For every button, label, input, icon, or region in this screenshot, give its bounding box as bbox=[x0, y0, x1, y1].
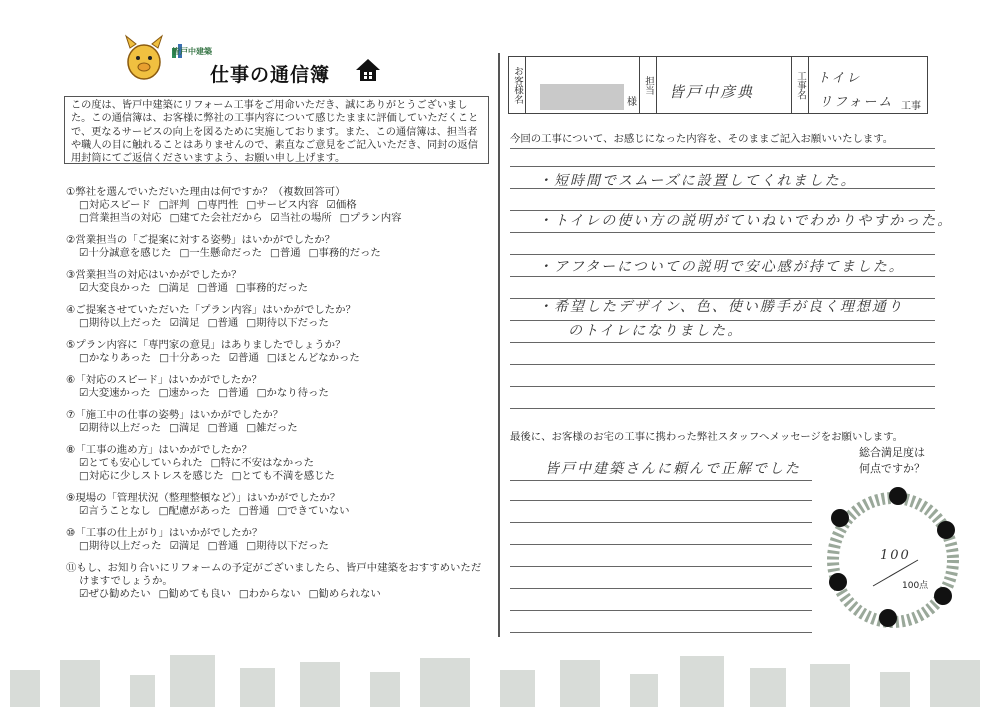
ruled-line bbox=[510, 544, 812, 545]
answer-option[interactable]: □勧めても良い bbox=[158, 588, 231, 600]
answer-option[interactable]: □普通 bbox=[207, 317, 239, 329]
question-text: ⑪もし、お知り合いにリフォームの予定がございましたら、皆戸中建築をおすすめいただ bbox=[66, 562, 482, 574]
question-11 bbox=[66, 562, 481, 601]
question-text: ⑨現場の「管理状況（整理整頓など）」はいかがでしたか？ bbox=[66, 492, 341, 504]
ruled-line bbox=[510, 166, 935, 167]
question-3 bbox=[66, 269, 316, 295]
answer-option[interactable]: □かなりあった bbox=[79, 352, 152, 364]
ruled-line bbox=[510, 386, 935, 387]
score-prompt bbox=[852, 444, 932, 476]
answer-option[interactable]: □雑だった bbox=[246, 422, 298, 434]
answer-option[interactable]: □配慮があった bbox=[158, 505, 231, 517]
question-text: ⑤プラン内容に「専門家の意見」はありましたでしょうか？ bbox=[66, 339, 346, 351]
answer-option[interactable]: □速かった bbox=[158, 387, 211, 399]
work-suffix: 工事 bbox=[901, 101, 921, 112]
answer-option[interactable]: □満足 bbox=[169, 422, 200, 434]
question-10 bbox=[66, 527, 337, 553]
answer-option[interactable]: □期待以下だった bbox=[246, 317, 329, 329]
score-prompt-line-2: 何点ですか？ bbox=[859, 462, 925, 475]
answer-option[interactable]: □普通 bbox=[270, 247, 301, 259]
ruled-line bbox=[510, 408, 935, 409]
answer-option[interactable]: □対応スピード bbox=[79, 199, 151, 211]
answer-option[interactable]: □事務的だった bbox=[235, 282, 309, 294]
message-text: 皆戸中建築さんに頼んで正解でした bbox=[545, 461, 801, 477]
answer-option[interactable]: □普通 bbox=[207, 422, 239, 434]
answer-option[interactable]: □かなり待った bbox=[256, 387, 329, 399]
answer-option[interactable]: □建てた会社だから bbox=[169, 212, 263, 224]
answer-option[interactable]: □普通 bbox=[197, 282, 228, 294]
ruled-line bbox=[510, 610, 812, 611]
mascot-logo bbox=[112, 30, 222, 88]
answer-option[interactable]: ☑普通 bbox=[228, 352, 259, 364]
answer-option[interactable]: □十分あった bbox=[159, 352, 221, 364]
answer-option[interactable]: ☑満足 bbox=[169, 317, 200, 329]
impression-prompt: 今回の工事について、お感じになった内容を、そのままご記入お願いいたします。 bbox=[510, 133, 894, 145]
logo-text: 皆戸中建築 bbox=[172, 47, 212, 56]
question-5 bbox=[66, 339, 368, 365]
answer-option[interactable]: ☑言うことなし bbox=[79, 505, 151, 517]
question-text: ④ご提案させていただいた「プラン内容」はいかがでしたか？ bbox=[66, 304, 356, 316]
answer-option[interactable]: □普通 bbox=[207, 540, 239, 552]
impression-line-4: ・希望したデザイン、色、使い勝手が良く理想通り bbox=[538, 299, 904, 315]
answer-option[interactable]: ☑当社の場所 bbox=[270, 212, 332, 224]
question-text-cont: けますでしょうか。 bbox=[79, 575, 173, 587]
impression-line-5: のトイレになりました。 bbox=[568, 323, 744, 339]
answer-option[interactable]: □わからない bbox=[238, 588, 301, 600]
question-text: ⑦「施工中の仕事の姿勢」はいかがでしたか？ bbox=[66, 409, 284, 421]
intro-text: この度は、皆戸中建築にリフォーム工事をご用命いただき、誠にありがとうございました。この通信簿は、お客様に弊社の工事内容について感じたままに評価していただくことで、更なるサービスの向上を図るために実施しております。また、この通信簿は、担当者や職人の目に触れることはありませんので、素直なご意見をご記入いただき、同封の返信用封筒にてご返信くださいますよう、お願い申し上げます。 bbox=[64, 96, 489, 164]
ruled-line bbox=[510, 500, 812, 501]
sama-label: 様 bbox=[627, 97, 637, 108]
customer-name-redacted bbox=[540, 84, 624, 110]
question-2 bbox=[66, 234, 389, 260]
column-divider bbox=[498, 53, 500, 637]
answer-option[interactable]: □一生懸命だった bbox=[179, 247, 263, 259]
ruled-line bbox=[510, 232, 935, 233]
answer-option[interactable]: ☑期待以上だった bbox=[79, 422, 162, 434]
staff-label: 担当 bbox=[640, 57, 657, 113]
answer-option[interactable]: □ほとんどなかった bbox=[266, 352, 360, 364]
customer-label: お客様名 bbox=[509, 57, 526, 113]
answer-option[interactable]: □対応に少しストレスを感じた bbox=[79, 470, 224, 482]
answer-option[interactable]: ☑ぜひ勧めたい bbox=[79, 588, 151, 600]
staff-name: 皆戸中彦典 bbox=[669, 83, 755, 101]
answer-option[interactable]: □普通 bbox=[238, 505, 270, 517]
score-prompt-line-1: 総合満足度は bbox=[859, 446, 925, 459]
score-max: 100点 bbox=[902, 581, 929, 591]
score-value: 100 bbox=[880, 548, 911, 563]
ruled-line bbox=[510, 522, 812, 523]
ruled-line bbox=[510, 588, 812, 589]
answer-option[interactable]: □期待以下だった bbox=[246, 540, 329, 552]
question-text: ②営業担当の「ご提案に対する姿勢」はいかがでしたか？ bbox=[66, 234, 336, 246]
answer-option[interactable]: □サービス内容 bbox=[246, 199, 319, 211]
answer-option[interactable]: ☑十分誠意を感じた bbox=[79, 247, 172, 259]
answer-option[interactable]: ☑価格 bbox=[326, 199, 357, 211]
answer-option[interactable]: □勧められない bbox=[308, 588, 381, 600]
ruled-line bbox=[510, 148, 935, 149]
ruled-line bbox=[510, 566, 812, 567]
question-9 bbox=[66, 492, 358, 518]
answer-option[interactable]: □専門性 bbox=[197, 199, 239, 211]
answer-option[interactable]: □事務的だった bbox=[308, 247, 381, 259]
answer-option[interactable]: □プラン内容 bbox=[339, 212, 402, 224]
ruled-line bbox=[510, 254, 935, 255]
answer-option[interactable]: □満足 bbox=[158, 282, 190, 294]
message-prompt: 最後に、お客様のお宅の工事に携わった弊社スタッフへメッセージをお願いします。 bbox=[510, 431, 904, 443]
answer-option[interactable]: ☑大変良かった bbox=[79, 282, 151, 294]
impression-line-2: ・トイレの使い方の説明がていねいでわかりやすかった。 bbox=[538, 213, 954, 229]
question-text: ③営業担当の対応はいかがでしたか？ bbox=[66, 269, 242, 281]
ruled-line bbox=[510, 480, 812, 481]
impression-line-1: ・短時間でスムーズに設置してくれました。 bbox=[538, 173, 857, 189]
page-title: 仕事の通信簿 bbox=[210, 64, 331, 86]
work-name-2: リフォーム bbox=[819, 95, 894, 110]
question-6 bbox=[66, 374, 337, 400]
work-label: 工事名 bbox=[792, 57, 809, 113]
answer-option[interactable]: ☑とても安心していられた bbox=[79, 457, 203, 469]
question-4 bbox=[66, 304, 356, 330]
work-name-1: トイレ bbox=[817, 71, 862, 86]
answer-option[interactable]: □営業担当の対応 bbox=[79, 212, 162, 224]
ruled-line bbox=[510, 632, 812, 633]
question-text: ⑩「工事の仕上がり」はいかがでしたか？ bbox=[66, 527, 263, 539]
answer-option[interactable]: ☑大変速かった bbox=[79, 387, 151, 399]
answer-option[interactable]: □期待以上だった bbox=[79, 317, 162, 329]
ruled-line bbox=[510, 276, 935, 277]
answer-option[interactable]: □評判 bbox=[158, 199, 190, 211]
question-1 bbox=[66, 186, 410, 225]
answer-option[interactable]: □できていない bbox=[277, 505, 350, 517]
question-7 bbox=[66, 409, 306, 435]
question-text: ⑧「工事の進め方」はいかがでしたか？ bbox=[66, 444, 252, 456]
question-8 bbox=[66, 444, 343, 483]
answer-option[interactable]: ☑満足 bbox=[169, 540, 200, 552]
town-decoration bbox=[0, 640, 1000, 707]
answer-option[interactable]: □期待以上だった bbox=[79, 540, 162, 552]
answer-option[interactable]: □普通 bbox=[218, 387, 249, 399]
ruled-line bbox=[510, 342, 935, 343]
answer-option[interactable]: □とても不満を感じた bbox=[231, 470, 335, 482]
question-text: ⑥「対応のスピード」はいかがでしたか？ bbox=[66, 374, 262, 386]
house-icon bbox=[355, 58, 381, 82]
impression-line-3: ・アフターについての説明で安心感が持てました。 bbox=[538, 259, 905, 275]
answer-option[interactable]: □特に不安はなかった bbox=[210, 457, 314, 469]
question-text: ①弊社を選んでいただいた理由は何ですか？（複数回答可） bbox=[66, 186, 346, 198]
ruled-line bbox=[510, 364, 935, 365]
